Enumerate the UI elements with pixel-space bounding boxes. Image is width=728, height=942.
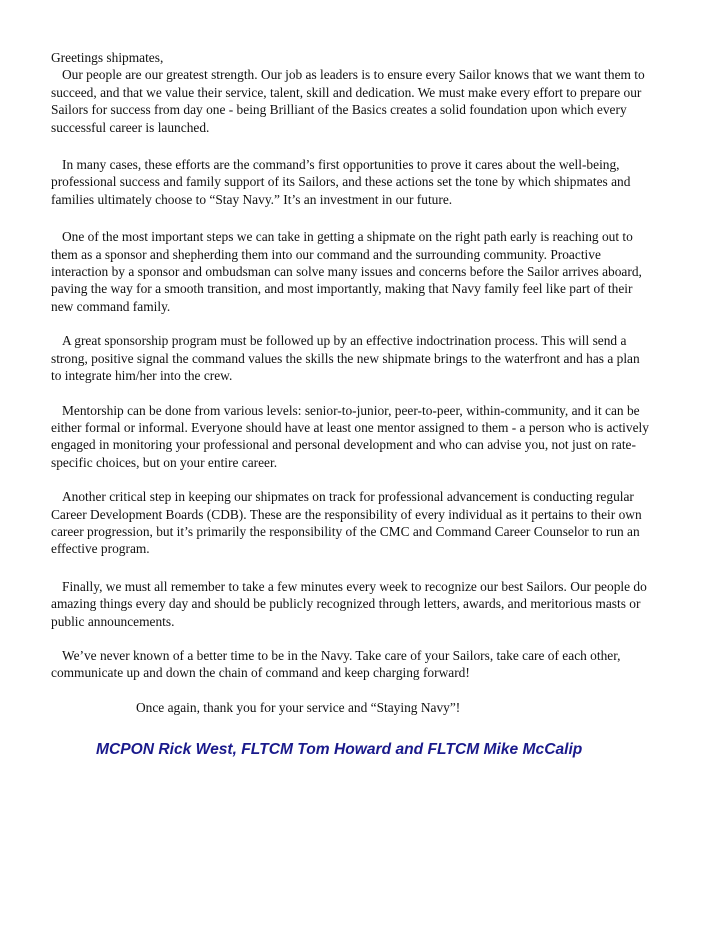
paragraph-mentorship: Mentorship can be done from various levels: senior-to-junior, peer-to-peer, within-community, and it can be either formal or informal. Everyone should have at least one mentor assigned to them - a person who is actively engaged in monitoring your professional and personal development and who can advise you, not just on rate-specific choices, but on your entire career.	[51, 402, 649, 470]
paragraph-sponsorship: One of the most important steps we can take in getting a shipmate on the right path early is reaching out to them as a sponsor and shepherding them into our command and the surrounding community. Proactive interaction by a sponsor and ombudsman can solve many issues and concerns before the Sailor arrives aboard, paving the way for a smooth transition, and most importantly, making that Navy family feel like part of their new command family.	[51, 229, 642, 314]
paragraph-take-care: We’ve never known of a better time to be in the Navy. Take care of your Sailors, take care of each other, communicate up and down the chain of command and keep charging forward!	[51, 647, 621, 681]
paragraph-command-opportunities: In many cases, these efforts are the command’s first opportunities to prove it cares about the well-being, professional success and family support of its Sailors, and these actions set the tone by which shipmates and families ultimately choose to “Stay Navy.” It’s an investment in our future.	[51, 157, 631, 207]
paragraph-career-development-boards: Another critical step in keeping our shipmates on track for professional advancement is conducting regular Career Development Boards (CDB). These are the responsibility of every individual as it pertains to their own career progression, but it’s primarily the responsibility of the CMC and Command Career Counselor to run an effective program.	[51, 489, 642, 557]
closing-line: Once again, thank you for your service and “Staying Navy”!	[136, 699, 461, 715]
paragraph-indoctrination: A great sponsorship program must be followed up by an effective indoctrination process. This will send a strong, positive signal the command values the skills the new shipmate brings to the waterfront and has a plan to integrate him/her into the crew.	[51, 333, 640, 384]
paragraph-strength: Our people are our greatest strength. Our job as leaders is to ensure every Sailor knows that we want them to succeed, and that we value their service, talent, skill and dedication. We must make every effort to prepare our Sailors for success from day one - being Brilliant of the Basics creates a solid foundation upon which every successful career is launched.	[51, 67, 645, 135]
signature: MCPON Rick West, FLTCM Tom Howard and FLTCM Mike McCalip	[96, 741, 583, 758]
letter-body	[51, 49, 651, 716]
paragraph-recognition: Finally, we must all remember to take a few minutes every week to recognize our best Sailors. Our people do amazing things every day and should be publicly recognized through letters, awards, and meritorious masts or public announcements.	[51, 578, 647, 629]
greeting: Greetings shipmates,	[51, 50, 164, 65]
